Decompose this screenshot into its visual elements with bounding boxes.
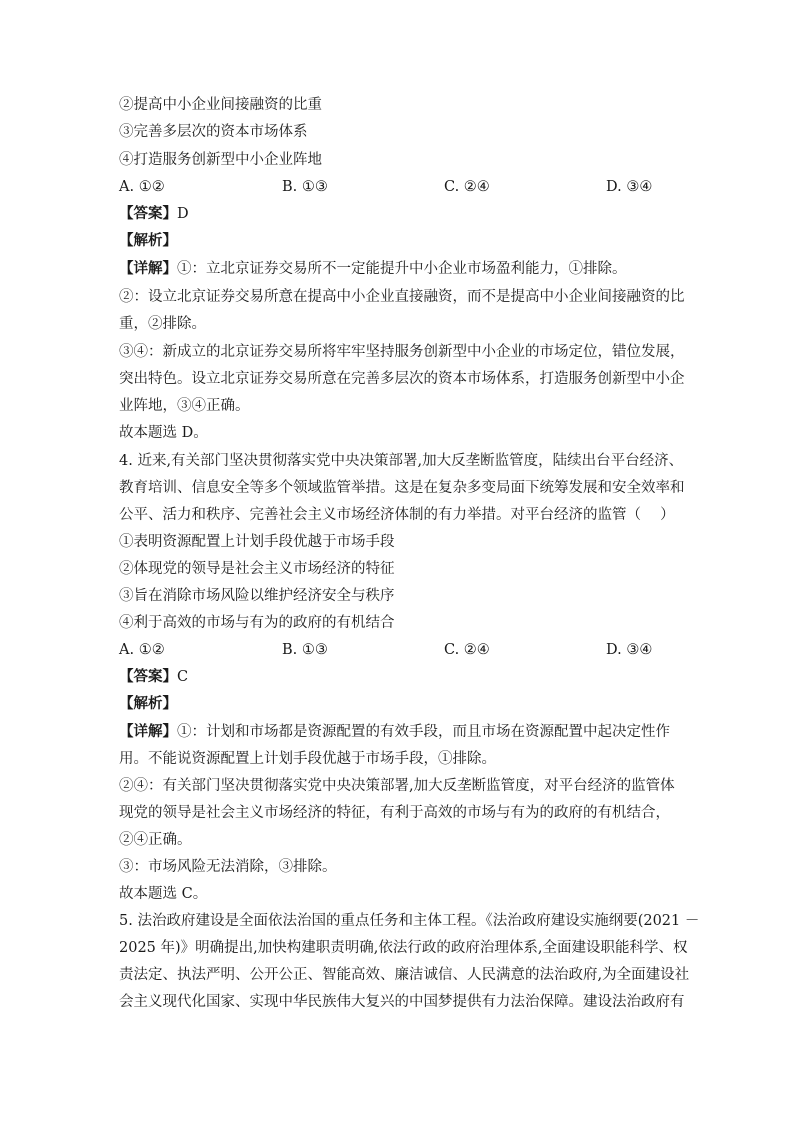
answer-label: 【答案】 <box>119 668 177 685</box>
choice-4: ④利于高效的市场与有为的政府的有机结合 <box>119 615 395 631</box>
detail-line: ②④：有关部门坚决贯彻落实党中央决策部署,加大反垄断监管度，对平台经济的监管体 <box>119 778 675 794</box>
analysis-label: 【解析】 <box>119 232 177 249</box>
option-b: B. ①③ <box>282 179 328 195</box>
answer-value: D <box>177 206 189 222</box>
conclusion-line: 故本题选 D。 <box>119 425 208 441</box>
detail-line <box>119 722 679 742</box>
detail-line: 突出特色。设立北京证券交易所意在完善多层次的资本市场体系，打造服务创新型中小企 <box>119 371 685 387</box>
conclusion-line: 故本题选 C。 <box>119 886 208 902</box>
question-stem: 教育培训、信息安全等多个领域监管举措。这是在复杂多变局面下统筹发展和安全效率和 <box>119 480 685 496</box>
detail-text: ①：立北京证券交易所不一定能提升中小企业市场盈利能力，①排除。 <box>177 261 627 277</box>
answer-line <box>119 204 679 224</box>
answer-line <box>119 667 679 687</box>
choice-3: ③完善多层次的资本市场体系 <box>119 124 308 140</box>
options-row <box>119 177 679 197</box>
option-a: A. ①② <box>119 642 165 658</box>
detail-label: 【详解】 <box>119 260 177 277</box>
question-stem: 责法定、执法严明、公开公正、智能高效、廉洁诚信、人民满意的法治政府,为全面建设社 <box>119 967 690 983</box>
detail-text: ①：计划和市场都是资源配置的有效手段，而且市场在资源配置中起决定性作 <box>177 724 670 740</box>
detail-line <box>119 259 679 279</box>
question-stem: 会主义现代化国家、实现中华民族伟大复兴的中国梦提供有力法治保障。建设法治政府有 <box>119 994 685 1010</box>
detail-line: ③：市场风险无法消除，③排除。 <box>119 859 337 875</box>
option-b: B. ①③ <box>282 642 328 658</box>
options-row <box>119 640 679 660</box>
answer-label: 【答案】 <box>119 205 177 222</box>
option-c: C. ②④ <box>444 179 490 195</box>
detail-line: 用。不能说资源配置上计划手段优越于市场手段，①排除。 <box>119 751 496 767</box>
option-d: D. ③④ <box>606 642 653 658</box>
detail-line: ②：设立北京证券交易所意在提高中小企业直接融资，而不是提高中小企业间接融资的比 <box>119 289 685 305</box>
option-c: C. ②④ <box>444 642 490 658</box>
option-d: D. ③④ <box>606 179 653 195</box>
question-stem: 公平、活力和秩序、完善社会主义市场经济体制的有力举措。对平台经济的监管（ ） <box>119 507 675 523</box>
choice-3: ③旨在消除市场风险以维护经济安全与秩序 <box>119 588 395 604</box>
choice-1: ①表明资源配置上计划手段优越于市场手段 <box>119 534 395 550</box>
question-stem: 4. 近来,有关部门坚决贯彻落实党中央决策部署,加大反垄断监管度，陆续出台平台经济、 <box>119 453 684 469</box>
choice-2: ②提高中小企业间接融资的比重 <box>119 97 322 113</box>
analysis-label: 【解析】 <box>119 695 177 712</box>
choice-2: ②体现党的领导是社会主义市场经济的特征 <box>119 561 395 577</box>
question-stem: 5. 法治政府建设是全面依法治国的重点任务和主体工程。《法治政府建设实施纲要(2021 － <box>119 913 700 929</box>
detail-line: 业阵地，③④正确。 <box>119 398 250 414</box>
answer-value: C <box>177 669 189 685</box>
choice-4: ④打造服务创新型中小企业阵地 <box>119 152 322 168</box>
detail-line: 重，②排除。 <box>119 316 206 332</box>
detail-line: 现党的领导是社会主义市场经济的特征，有利于高效的市场与有为的政府的有机结合， <box>119 805 670 821</box>
detail-line: ③④：新成立的北京证券交易所将牢牢坚持服务创新型中小企业的市场定位，错位发展， <box>119 344 685 360</box>
detail-label: 【详解】 <box>119 723 177 740</box>
detail-line: ②④正确。 <box>119 832 192 848</box>
question-stem: 2025 年)》明确提出,加快构建职责明确,依法行政的政府治理体系,全面建设职能科学、权 <box>119 940 688 956</box>
option-a: A. ①② <box>119 179 165 195</box>
